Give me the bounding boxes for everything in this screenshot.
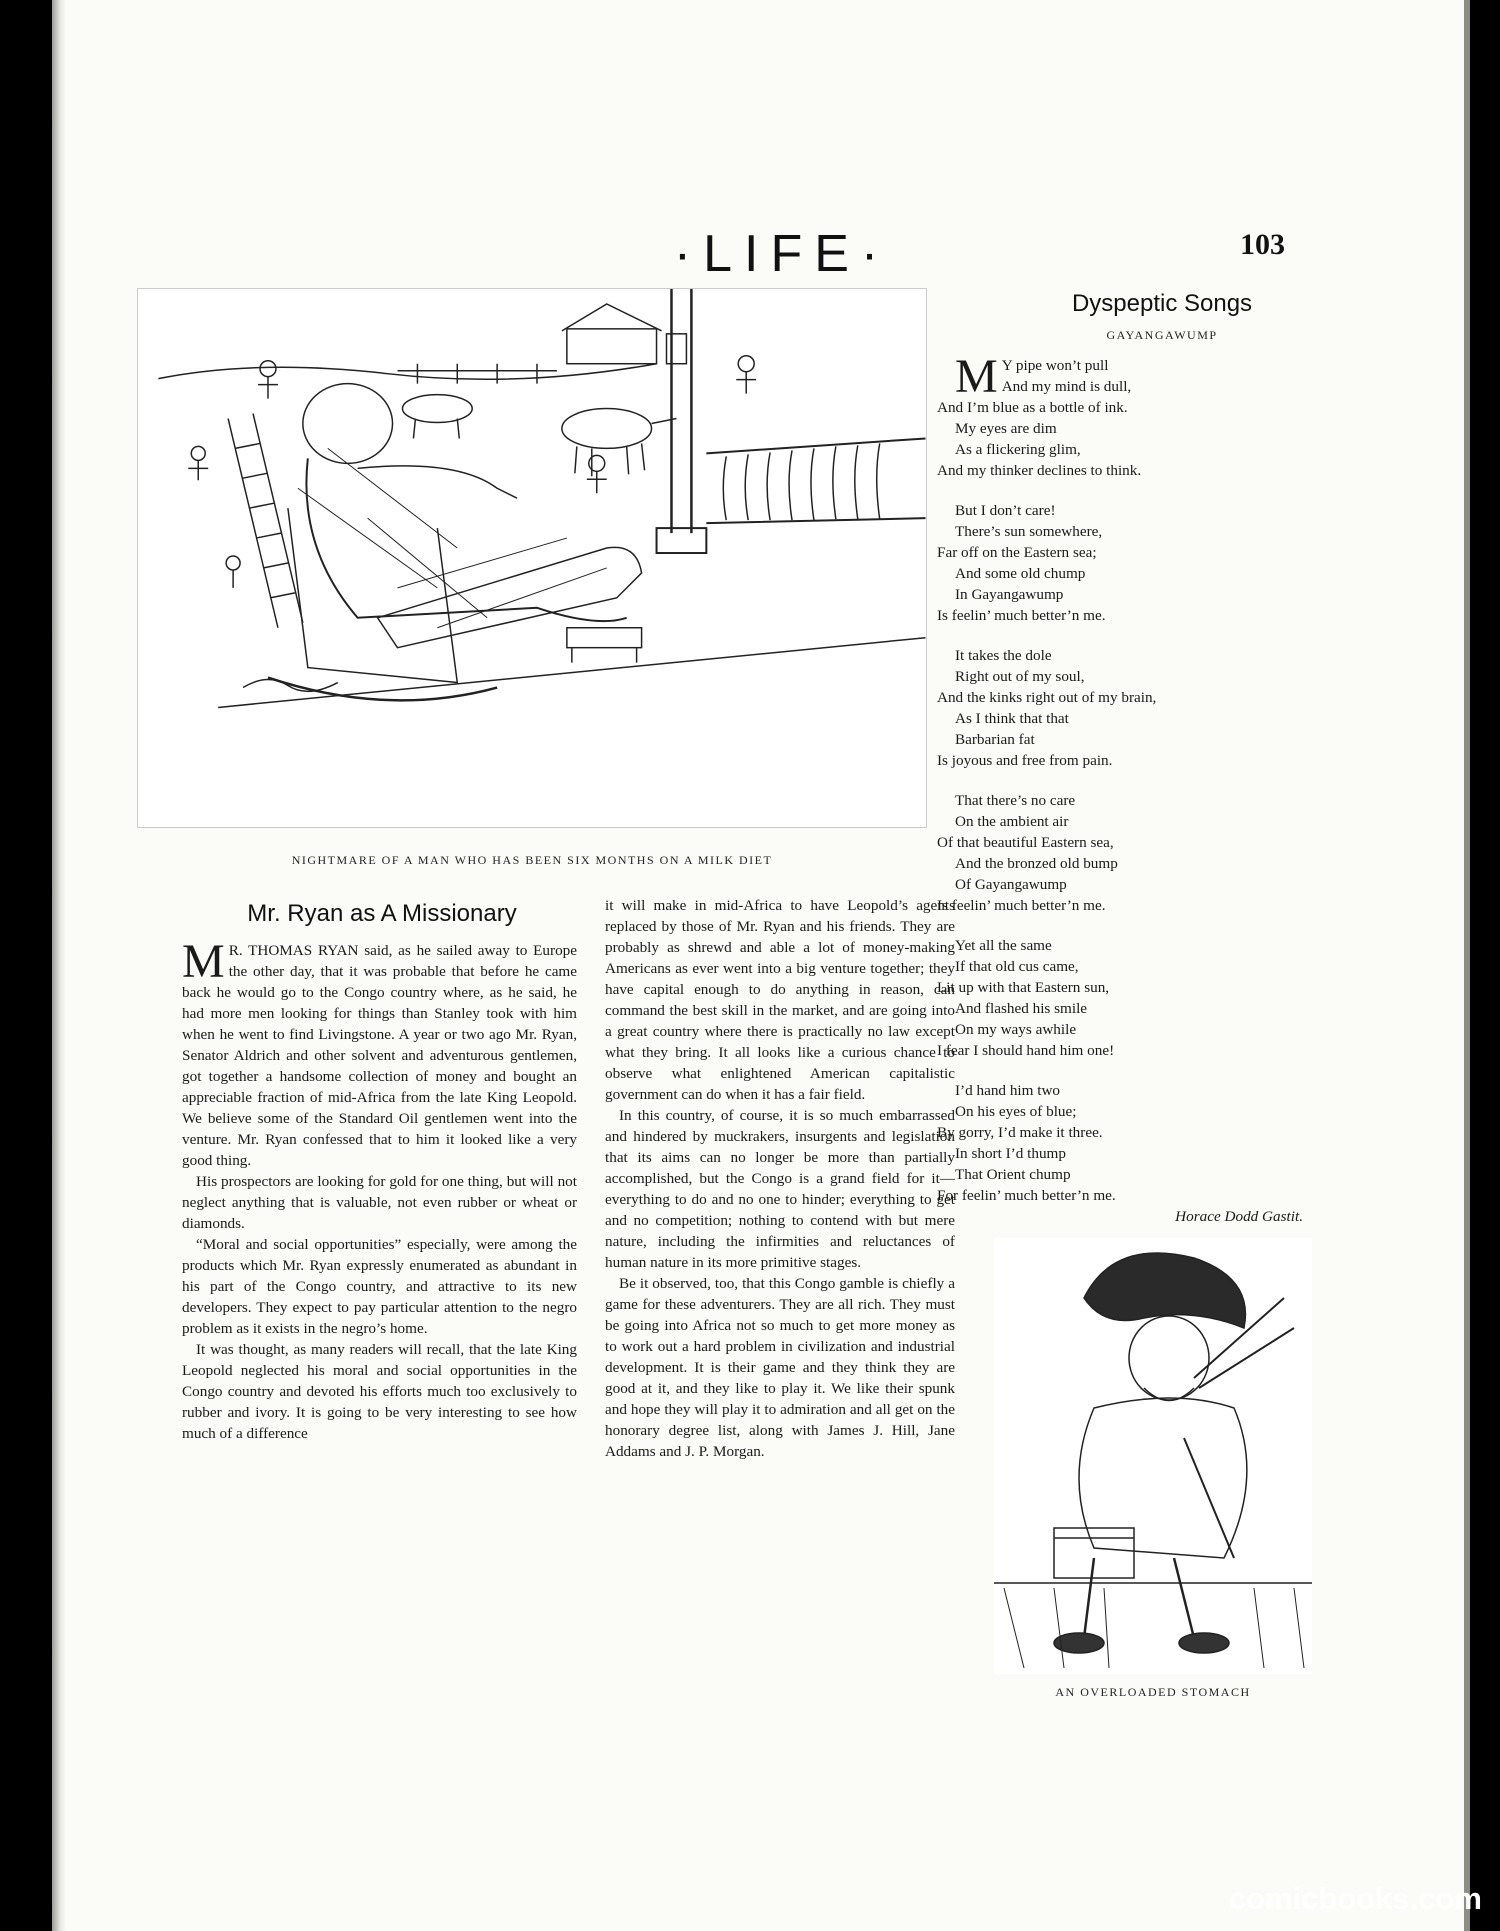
poem-line: By gorry, I’d make it three.: [937, 1124, 1103, 1141]
article-paragraph: “Moral and social opportunities” especially, were among the products which Mr. Ryan expressly enumerated as abundant in his part of the Congo country, and attractive to its new developers. They expect to pay particular attention to the negro problem as it exists in the negro’s home.: [182, 1236, 577, 1337]
article-paragraph: In this country, of course, it is so much embarrassed and hindered by muckrakers, insurgents and legislation that its aims can no longer be more than partially accomplished, but the Congo is a grand field for it—everything to do and no one to hinder; everything to get and no competition; nothing to contend with but mere nature, including the infirmities and reluctances of human nature in its more primitive stages.: [605, 1107, 955, 1271]
poem-line: I’d hand him two: [955, 1082, 1061, 1099]
poem-line: As I think that that: [955, 710, 1069, 727]
poem-line: And the kinks right out of my brain,: [937, 689, 1157, 706]
article-column-left: [182, 935, 577, 1444]
poem-line: In Gayangawump: [955, 586, 1064, 603]
pirate-caption: AN OVERLOADED STOMACH: [1055, 1685, 1251, 1699]
page-spine-shadow: [52, 0, 66, 1931]
poem-line: Is joyous and free from pain.: [937, 752, 1113, 769]
poem-stanza: [937, 500, 1327, 626]
poem-line: There’s sun somewhere,: [955, 523, 1103, 540]
poem-subtitle: GAYANGAWUMP: [1106, 328, 1218, 342]
cartoon-caption: NIGHTMARE OF A MAN WHO HAS BEEN SIX MONTHS ON A MILK DIET: [291, 853, 773, 867]
poem-line: And some old chump: [955, 565, 1086, 582]
poem-line: Is feelin’ much better’n me.: [937, 607, 1106, 624]
poem-author: Horace Dodd Gastit.: [1175, 1208, 1303, 1225]
poem-line: On my ways awhile: [955, 1021, 1077, 1038]
masthead-title: ·LIFE·: [673, 225, 891, 283]
poem-line: Right out of my soul,: [955, 668, 1085, 685]
poem-line: Yet all the same: [955, 937, 1052, 954]
poem-title: Dyspeptic Songs: [1071, 290, 1253, 317]
poem-dropcap: M: [955, 350, 998, 403]
article-column-right: [605, 895, 955, 1462]
article-title: Mr. Ryan as A Missionary: [247, 900, 517, 927]
poem-line: Of that beautiful Eastern sea,: [937, 834, 1114, 851]
poem-line-text: Y pipe won’t pull: [1001, 357, 1109, 374]
poem-stanza: [937, 1080, 1327, 1206]
poem-line: I fear I should hand him one!: [937, 1042, 1115, 1059]
poem-line: That Orient chump: [955, 1166, 1071, 1183]
poem-line: If that old cus came,: [955, 958, 1079, 975]
poem-stanza: [937, 350, 1327, 481]
poem-line: And I’m blue as a bottle of ink.: [937, 399, 1128, 416]
poem-line: Is feelin’ much better’n me.: [937, 897, 1106, 914]
article-paragraph: It was thought, as many readers will recall, that the late King Leopold neglected his moral and social opportunities in the Congo country and devoted his efforts much too exclusively to rubber and ivory. It is going to be very interesting to see how much of a difference: [182, 1341, 577, 1442]
poem-line: On his eyes of blue;: [955, 1103, 1077, 1120]
article-paragraph: Be it observed, too, that this Congo gamble is chiefly a game for these adventurers. They are all rich. They must be going into Africa not so much to get more money as to work out a hard problem in civilization and industrial development. It is their game and they think they are good at it, and they like to play it. We like their spunk and hope they will play it to admiration and all get on the honorary degree list, along with James J. Hill, Jane Addams and J. P. Morgan.: [605, 1275, 955, 1460]
milk-diet-cartoon: [137, 288, 927, 828]
poem-stanza: [937, 935, 1327, 1061]
poem-line: It takes the dole: [955, 647, 1052, 664]
poem-line: Of Gayangawump: [955, 876, 1067, 893]
poem-line: In short I’d thump: [955, 1145, 1066, 1162]
page-number: 103: [1240, 228, 1285, 261]
poem-stanza: [937, 645, 1327, 771]
article-continuation: it will make in mid-Africa to have Leopold’s agents replaced by those of Mr. Ryan and his friends. They are probably as shrewd and able a lot of money-making Americans as ever went into a big venture together; they have capital enough to do anything in reason, can command the best skill in the market, and are going into a great country where there is practically no law except what they bring. It all looks like a curious chance to observe what enlightened American capitalistic government can do when it has a fair field.: [605, 897, 955, 1103]
poem-line: But I don’t care!: [955, 502, 1056, 519]
article-first-paragraph-text: R. THOMAS RYAN said, as he sailed away to Europe the other day, that it was probable that before he came back he would go to the Congo country where, as he said, he had more men looking for things than Stanley took with him when he went to find Livingstone. A year or two ago Mr. Ryan, Senator Aldrich and other solvent and adventurous gentlemen, got together a handsome collection of money and bought an appreciable fraction of mid-Africa from the late King Leopold. We believe some of the Standard Oil gentlemen went into the venture. Mr. Ryan confessed that to him it looked like a very good thing.: [182, 942, 577, 1169]
pirate-illustration: [994, 1238, 1312, 1674]
poem-line: On the ambient air: [955, 813, 1069, 830]
magazine-page: [52, 0, 1470, 1931]
poem-line: And flashed his smile: [955, 1000, 1088, 1017]
article-dropcap: M: [182, 935, 225, 988]
poem-stanza: [937, 790, 1327, 916]
poem-line: Lit up with that Eastern sun,: [937, 979, 1110, 996]
article-paragraph: His prospectors are looking for gold for one thing, but will not neglect anything that is valuable, not even rubber or wheat or diamonds.: [182, 1173, 577, 1232]
poem-line: For feelin’ much better’n me.: [937, 1187, 1116, 1204]
poem-line: Far off on the Eastern sea;: [937, 544, 1097, 561]
poem-body: [937, 350, 1327, 1227]
poem-line: My eyes are dim: [955, 420, 1057, 437]
poem-line: And my mind is dull,: [1001, 378, 1132, 395]
article-first-paragraph: [182, 935, 577, 1171]
poem-line: That there’s no care: [955, 792, 1076, 809]
poem-line: As a flickering glim,: [955, 441, 1081, 458]
site-watermark: comicbooks.com: [1228, 1881, 1482, 1916]
poem-line: Barbarian fat: [955, 731, 1035, 748]
poem-line: And the bronzed old bump: [955, 855, 1118, 872]
poem-line: And my thinker declines to think.: [937, 462, 1142, 479]
